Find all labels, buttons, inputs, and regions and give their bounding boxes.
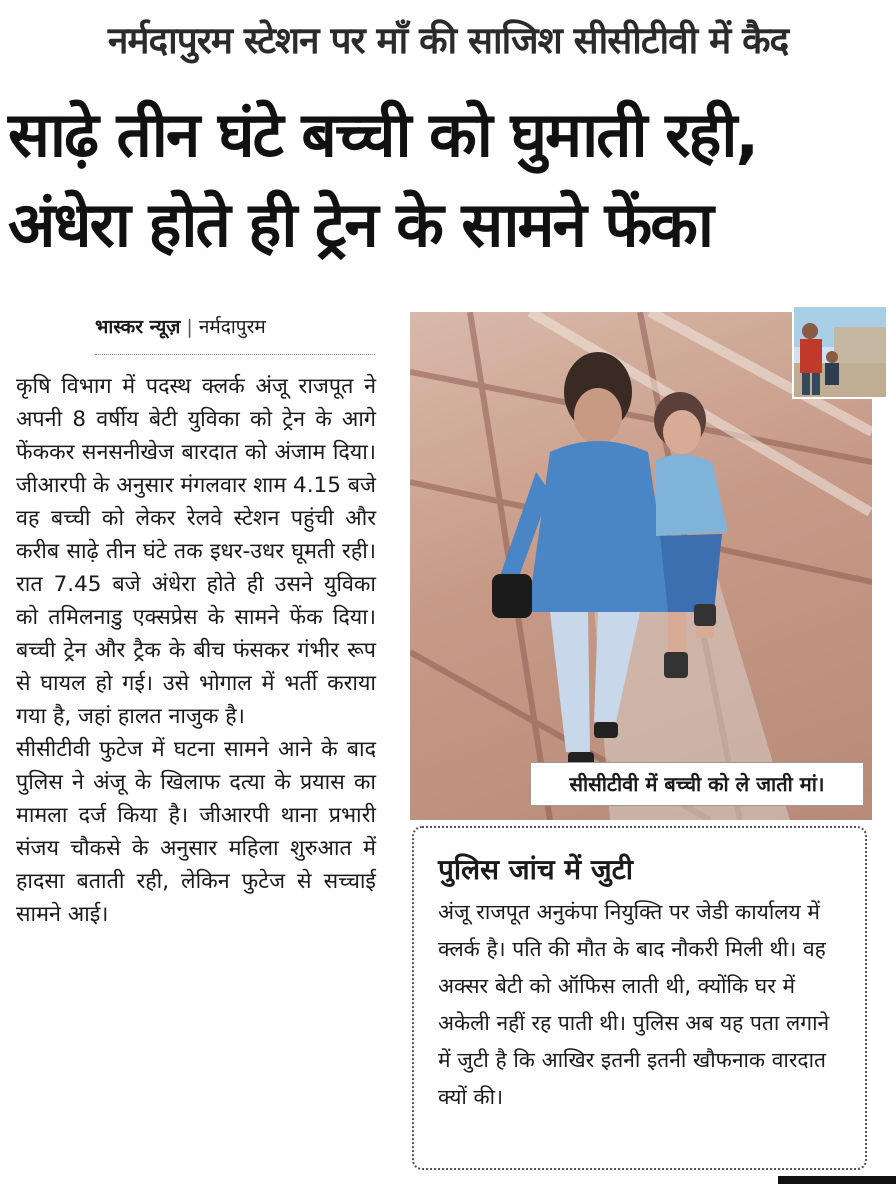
article-paragraph-2: सीसीटीवी फुटेज में घटना सामने आने के बाद पुलिस ने अंजू के खिलाफ दत्या के प्रयास का मामला दर्ज किया है। जीआरपी थाना प्रभारी संजय चौकसे के अनुसार महिला शुरुआत में हादसा बताती रही, लेकिन फुटेज से सच्चाई सामने आई। — [16, 737, 376, 927]
box-text: अंजू राजपूत अनुकंपा नियुक्ति पर जेडी कार्यालय में क्लर्क है। पति की मौत के बाद नौकरी मिली थी। वह अक्सर बेटी को ऑफिस लाती थी, क्योंकि घर में अकेली नहीं रह पाती थी। पुलिस अब यह पता लगाने में जुटी है कि आखिर इतनी इतनी खौफनाक वारदात क्यों की। — [438, 900, 830, 1109]
headline-line-2: अंधेरा होते ही ट्रेन के सामने फेंका — [8, 188, 712, 261]
photo-caption: सीसीटीवी में बच्ची को ले जाती मां। — [530, 762, 864, 806]
inset-photo — [792, 305, 888, 399]
inset-photo-illustration — [794, 307, 886, 397]
byline-place: नर्मदापुरम — [198, 316, 266, 338]
byline-source: भास्कर न्यूज़ — [95, 316, 181, 338]
article-body — [16, 370, 376, 931]
byline — [95, 310, 375, 355]
police-investigation-box — [412, 826, 867, 1170]
kicker-headline: नर्मदापुरम स्टेशन पर माँ की साजिश सीसीटीवी में कैद — [107, 19, 789, 62]
byline-separator: | — [186, 316, 193, 338]
corner-bar-decoration — [778, 1176, 896, 1184]
box-title: पुलिस जांच में जुटी — [438, 853, 634, 886]
main-headline — [8, 90, 888, 270]
article-paragraph-1: कृषि विभाग में पदस्थ क्लर्क अंजू राजपूत ने अपनी 8 वर्षीय बेटी युविका को ट्रेन के आगे फेंककर सनसनीखेज बारदात को अंजाम दिया। जीआरपी के अनुसार मंगलवार शाम 4.15 बजे वह बच्ची को लेकर रेलवे स्टेशन पहुंची और करीब साढ़े तीन घंटे तक इधर-उधर घूमती रही। रात 7.45 बजे अंधेरा होते ही उसने युविका को तमिलनाडु एक्सप्रेस के सामने फेंक दिया। बच्ची ट्रेन और ट्रैक के बीच फंसकर गंभीर रूप से घायल हो गई। उसे भोगाल में भर्ती कराया गया है, जहां हालत नाजुक है। — [16, 374, 376, 729]
headline-line-1: साढ़े तीन घंटे बच्ची को घुमाती रही, — [8, 98, 758, 171]
